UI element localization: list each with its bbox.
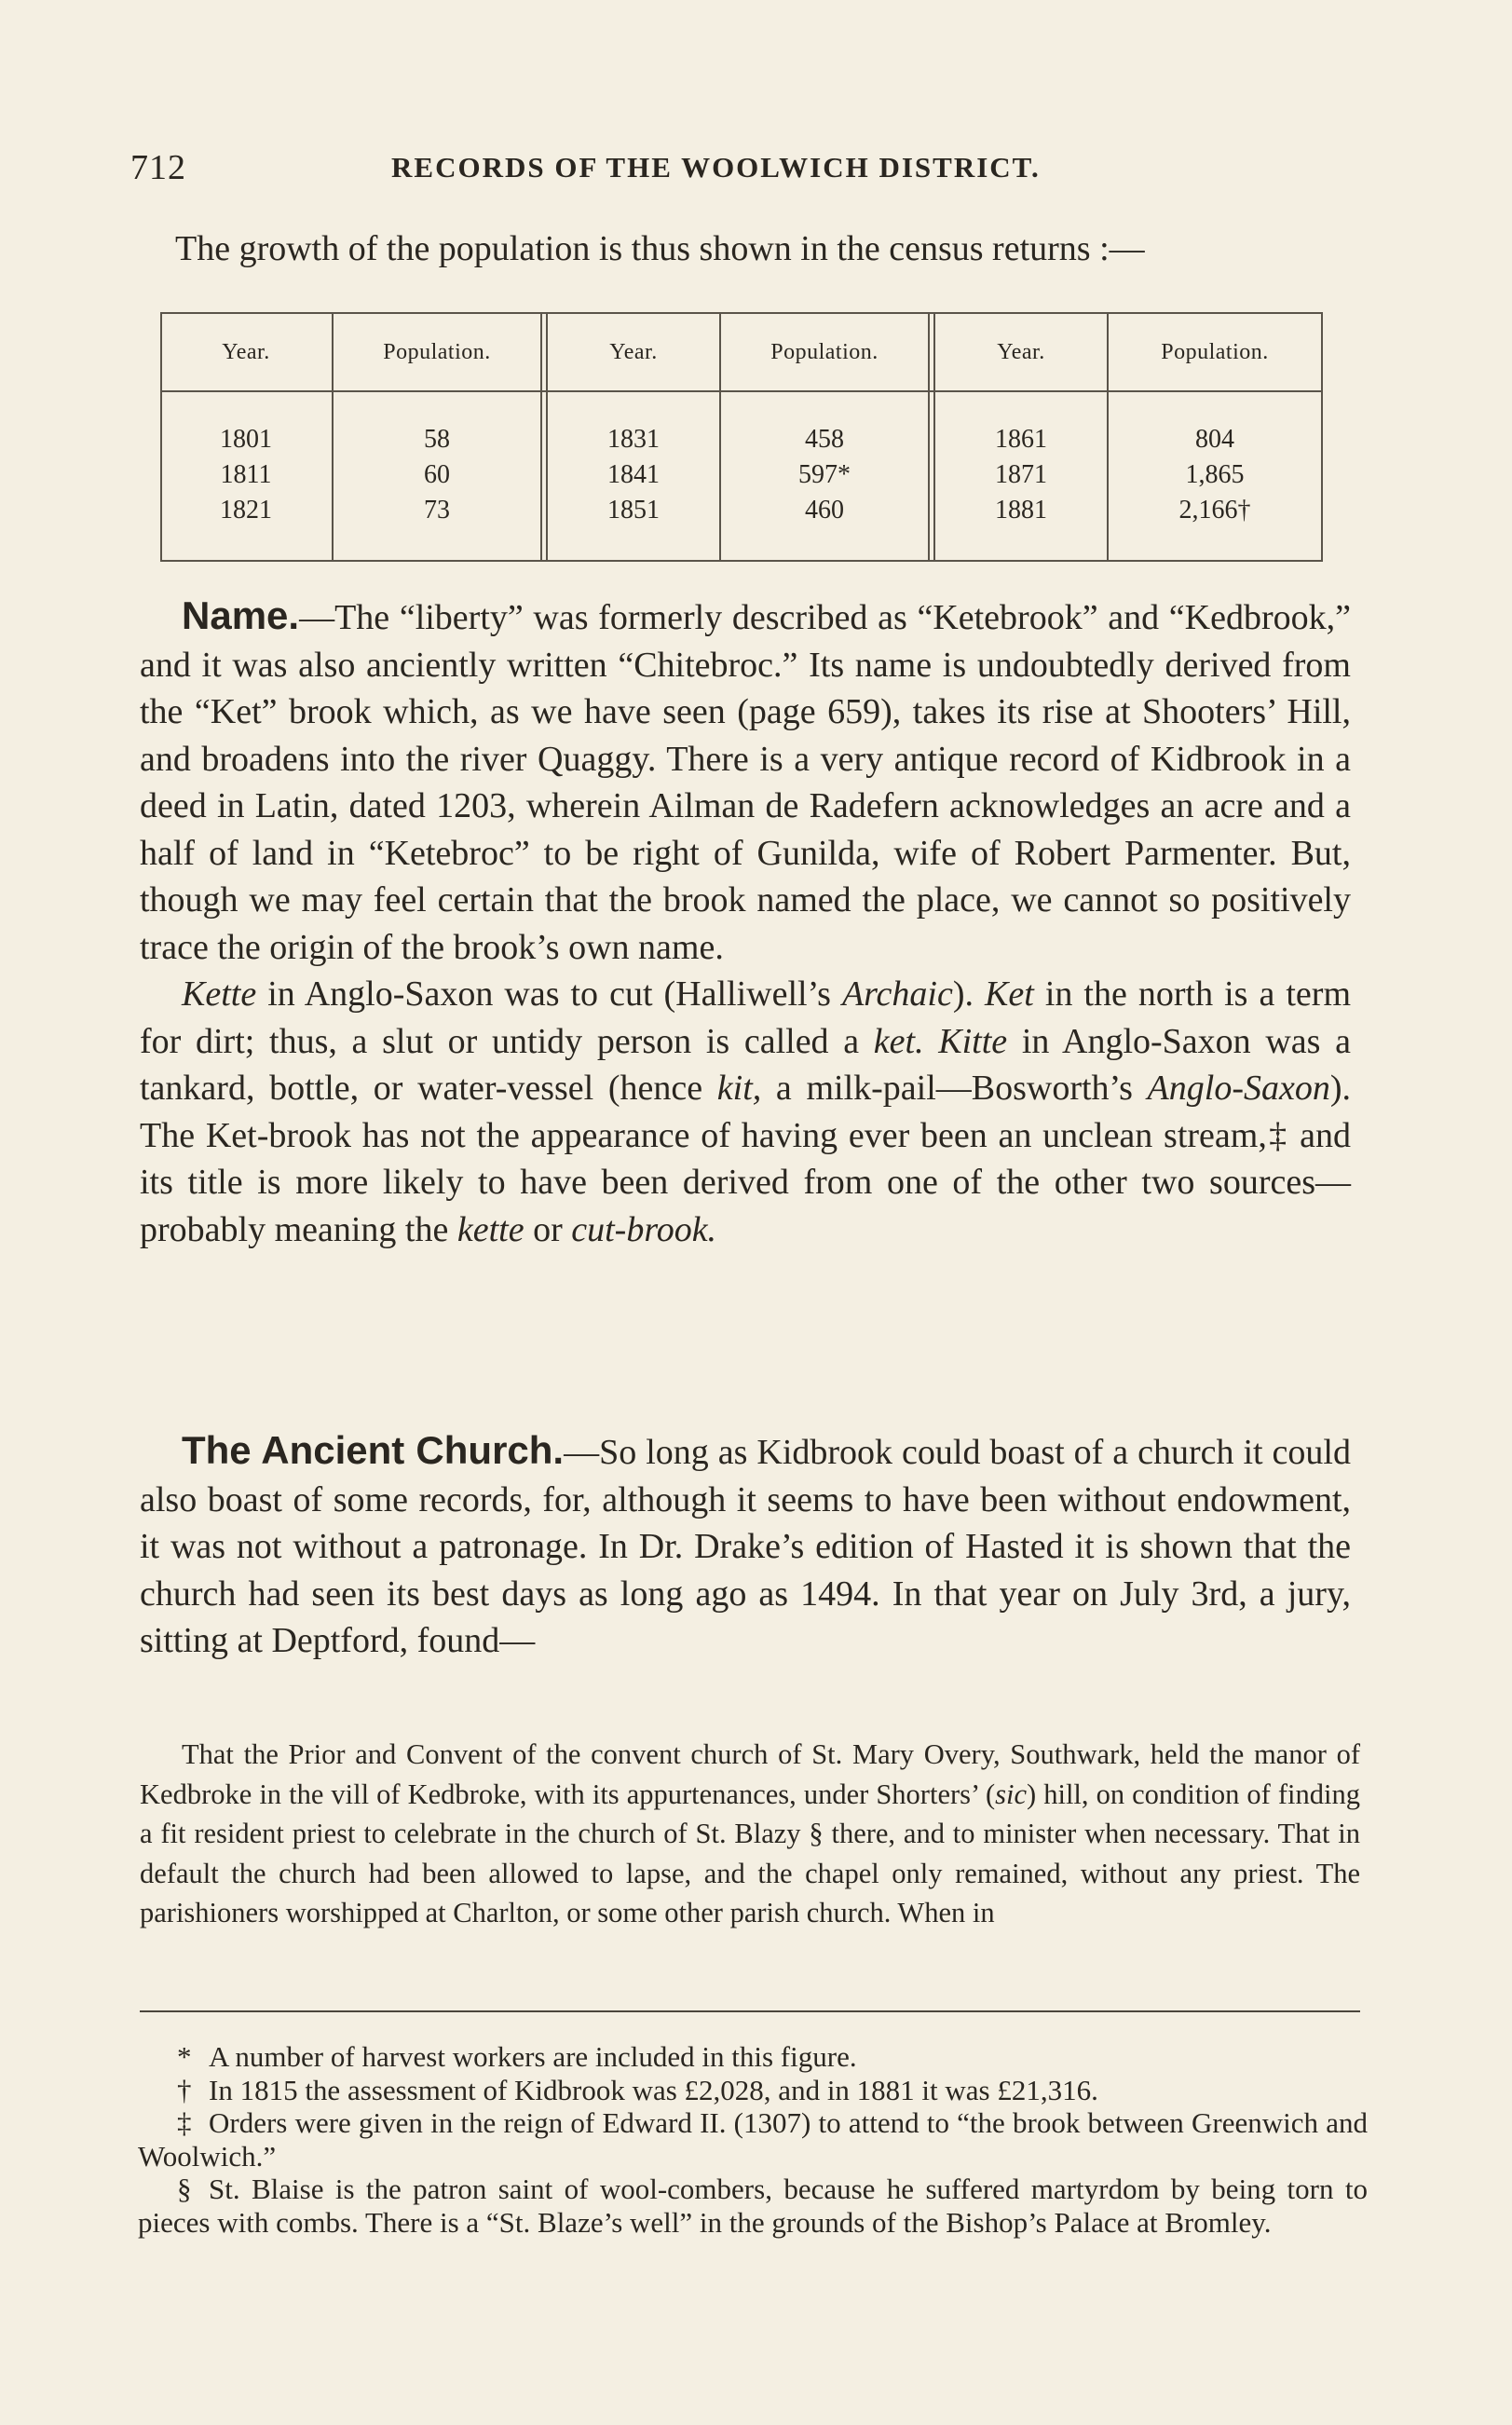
population-cell: 2,166† <box>1178 496 1251 525</box>
etymology-paragraph: Kette in Anglo-Saxon was to cut (Halliwell’s Archaic). Ket in the north is a term for dirt; thus, a slut or untidy person is called a ket. Kitte in Anglo-Saxon was a tankard, bottle, or water-vessel (hence kit, a milk-pail—Bosworth’s Anglo-Saxon). The Ket-brook has not the appearance of having ever been an unclean stream,‡ and its title is more likely to have been derived from one of the other two sources—probably meaning the kette or cut-brook. <box>140 974 1352 1249</box>
church-paragraph: The Ancient Church.—So long as Kidbrook could boast of a church it could also boast of some records, for, although it seems to have been without endowment, it was not without a patronage. In Dr. Drake’s edition of Hasted it is shown that the church had seen its best days as long ago as 1494. In that year on July 3rd, a jury, sitting at Deptford, found— <box>140 1428 1351 1660</box>
population-cell: 597* <box>798 460 851 489</box>
population-header: Population. <box>1161 340 1269 364</box>
name-paragraph: Name.—The “liberty” was formerly described as “Ketebrook” and “Kedbrook,” and it was also anciently written “Chitebroc.” Its name is undoubtedly derived from the “Ket” brook which, as we have seen (page 659), takes its rise at Shooters’ Hill, and broadens into the river Quaggy. There is a very antique record of Kidbrook in a deed in Latin, dated 1203, wherein Ailman de Radefern acknowledges an acre and a half of land in “Ketebroc” to be right of Gunilda, wife of Robert Parmenter. But, though we may feel certain that the brook named the place, we cannot so positively trace the origin of the brook’s own name. <box>140 593 1351 967</box>
year-cell: 1851 <box>607 496 660 525</box>
year-header: Year. <box>997 340 1045 364</box>
footnote-mark: * <box>177 2040 192 2073</box>
footnotes <box>138 2040 1368 2239</box>
population-column-2 <box>721 312 928 562</box>
footnote: * A number of harvest workers are included in this figure. <box>177 2040 857 2073</box>
table-double-divider <box>928 312 930 562</box>
population-cell: 73 <box>424 496 450 525</box>
footnote: † In 1815 the assessment of Kidbrook was £2,028, and in 1881 it was £21,316. <box>177 2073 1098 2106</box>
census-table <box>160 312 1323 562</box>
table-border-right <box>1321 312 1323 562</box>
section-heading-church: The Ancient Church. <box>182 1428 565 1472</box>
population-header: Population. <box>770 340 879 364</box>
name-section <box>140 593 1351 1253</box>
population-cell: 1,865 <box>1185 460 1245 489</box>
year-cell: 1861 <box>995 425 1047 454</box>
population-column-3 <box>1109 312 1321 562</box>
footnote-rule <box>140 2010 1360 2012</box>
footnote: § St. Blaise is the patron saint of wool-combers, because he suffered martyrdom by being torn to pieces with combs. There is a “St. Blaze’s well” in the grounds of the Bishop’s Palace at Bromley. <box>138 2173 1368 2239</box>
footnote: ‡ Orders were given in the reign of Edward II. (1307) to attend to “the brook between Greenwich and Woolwich.” <box>138 2106 1368 2173</box>
population-column-1 <box>334 312 540 562</box>
year-cell: 1811 <box>220 460 272 489</box>
population-cell: 804 <box>1195 425 1234 454</box>
jury-finding-quote: That the Prior and Convent of the convent church of St. Mary Overy, Southwark, held the manor of Kedbroke in the vill of Kedbroke, with its appurtenances, under Shorters’ (sic) hill, on condition of finding a fit resident priest to celebrate in the church of St. Blazy § there, and to minister when necessary. That in default the church had been allowed to lapse, and the chapel only remained, without any priest. The parishioners worshipped at Charlton, or some other parish church. When in <box>140 1738 1360 1928</box>
year-column-2 <box>548 312 719 562</box>
year-cell: 1821 <box>220 496 272 525</box>
census-intro: The growth of the population is thus shown in the census returns :— <box>175 229 1145 268</box>
running-head <box>130 147 1379 194</box>
running-title: RECORDS OF THE WOOLWICH DISTRICT. <box>391 151 1041 184</box>
footnote-mark: ‡ <box>177 2106 192 2139</box>
population-cell: 460 <box>805 496 844 525</box>
year-column-3 <box>935 312 1107 562</box>
table-double-divider <box>540 312 542 562</box>
population-header: Population. <box>383 340 491 364</box>
year-cell: 1881 <box>995 496 1047 525</box>
population-cell: 60 <box>424 460 450 489</box>
footnote-mark: † <box>177 2073 192 2106</box>
year-cell: 1801 <box>220 425 272 454</box>
year-column-1 <box>160 312 332 562</box>
year-cell: 1871 <box>995 460 1047 489</box>
population-cell: 458 <box>805 425 844 454</box>
footnote-mark: § <box>177 2173 192 2205</box>
population-cell: 58 <box>424 425 450 454</box>
church-section <box>140 1427 1351 1665</box>
year-header: Year. <box>222 340 270 364</box>
year-cell: 1831 <box>607 425 660 454</box>
section-heading-name: Name. <box>182 593 300 637</box>
page-number: 712 <box>130 148 186 187</box>
year-cell: 1841 <box>607 460 660 489</box>
year-header: Year. <box>609 340 658 364</box>
